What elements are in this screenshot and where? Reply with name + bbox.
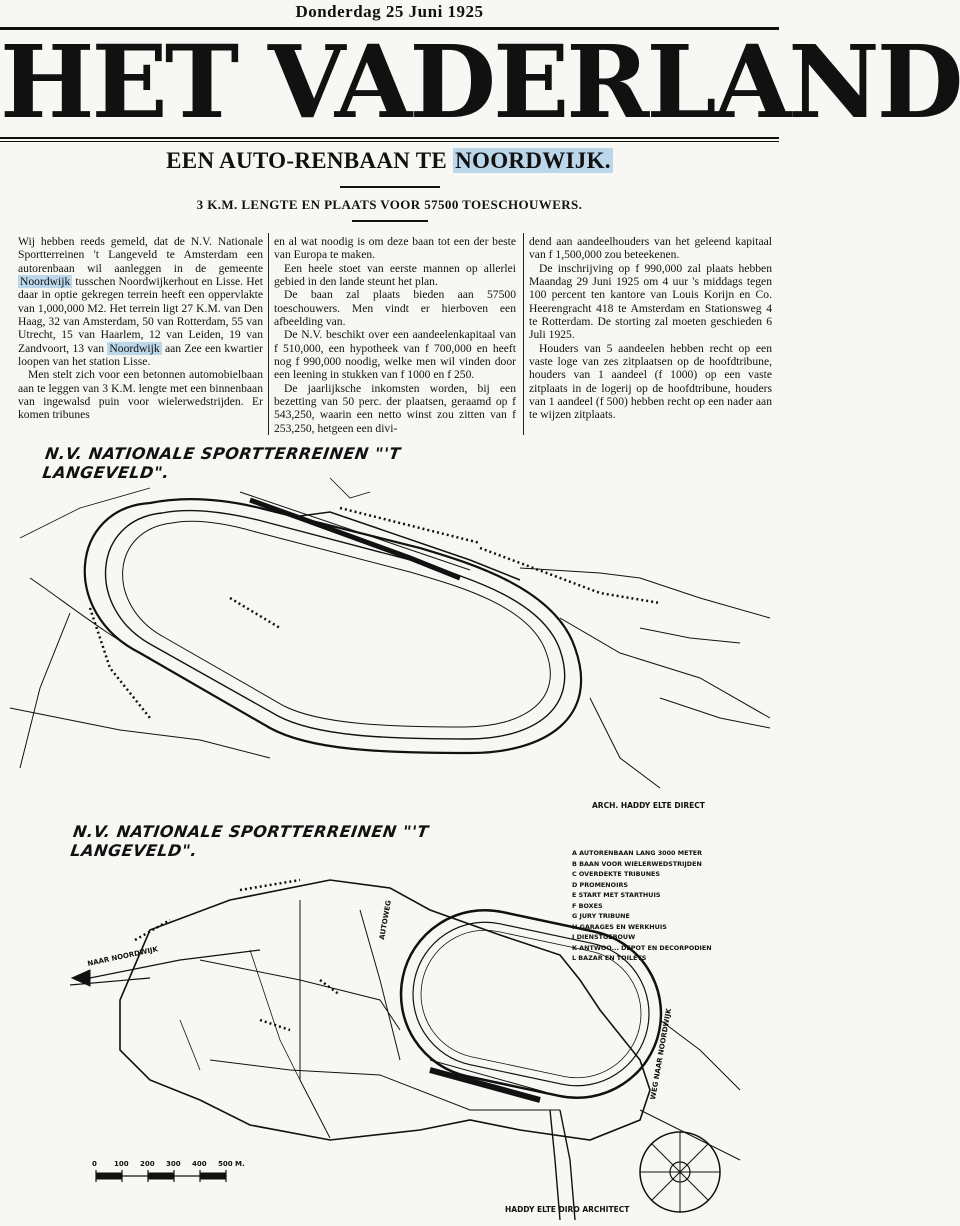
col1-paragraph-1 [18,235,263,368]
article-column-1 [18,235,263,422]
scale-label: 500 M. [218,1160,245,1168]
col2-paragraph-4: De N.V. beschikt over een aandeelenkapitaal van f 510,000, een hypotheek van f 700,000 en heeft nog f 990,000 noodig, welke men wil vinden door een leening in stukken van f 1000 en f 250. [274,328,516,382]
masthead [0,23,960,141]
masthead-title: HET VADERLAND [0,23,960,141]
col2-paragraph-5: De jaarlijksche inkomsten worden, bij een bezetting van 50 perc. der plaatsen, geraamd op f 543,250, waarin een netto winst zou zitten van f 253,250, hetgeen een divi- [274,381,516,435]
col3-paragraph-1: dend aan aandeelhouders van het geleend kapitaal van f 1,500,000 zou beteekenen. [529,235,772,262]
headline-divider [340,186,440,188]
legend-item: C OVERDEKTE TRIBUNES [572,870,661,878]
scale-label: 0 [92,1160,97,1168]
legend-item: H GARAGES EN WERKHUIS [572,922,667,931]
scale-label: 300 [166,1160,181,1168]
scale-label: 200 [140,1160,155,1168]
legend-item: I DIENSTGEBOUW [572,933,636,941]
legend-item: B BAAN VOOR WIELERWEDSTRIJDEN [572,859,702,868]
legend-item: K ANTWOO... DEPOT EN DECORPODIEN [572,943,712,952]
article-subhead: 3 K.M. LENGTE EN PLAATS VOOR 57500 TOESCHOUWERS. [196,197,583,212]
col2-paragraph-2: Een heele stoet van eerste mannen op allerlei gebied in den lande steunt het plan. [274,261,516,289]
road-label-noordwijk: NAAR NOORDWIJK [86,945,159,968]
col1-text-a: Wij hebben reeds gemeld, dat de N.V. Nationale Sportterreinen 't Langeveld te Amsterdam een autorenbaan wil aanleggen in de gemeente [18,235,263,275]
side-road-label: WEG NAAR NOORDWIJK [649,1007,674,1101]
figure1-credit: ARCH. HADDY ELTE DIRECT [592,801,705,810]
column-rule-1 [268,233,269,435]
col1-highlight-1: Noordwijk [20,275,71,289]
headline-highlight: NOORDWIJK. [455,148,611,173]
scale-label: 100 [114,1160,129,1168]
legend-item: E START MET STARTHUIS [572,891,661,899]
masthead-underline [0,141,779,142]
figure2-credit: HADDY ELTE DIRO ARCHITECT [505,1205,630,1214]
figure1-perspective-drawing [0,468,779,818]
article-column-2 [274,235,516,435]
col1-text-c: aan Zee een kwartier loopen van het station Lisse. [18,341,263,369]
scale-labels [92,1160,245,1168]
col1-paragraph-2: Men stelt zich voor een betonnen automobielbaan aan te leggen van 3 K.M. lengte met een binnenbaan van ingewalsd puin voor wielerwedstrijden. Er komen tribunes [18,368,263,422]
col3-paragraph-2: De inschrijving op f 990,000 zal plaats hebben Maandag 29 Juni 1925 om 4 uur 's middags tegen 100 percent ten kantore van Louis Korijn en Co. Heerengracht 418 te Amsterdam en Stationsweg 4 te Rotterdam. De storting zal moeten geschieden 6 Juli 1925. [529,261,772,342]
col2-paragraph-3: De baan zal plaats bieden aan 57500 toeschouwers. Men vindt er hierboven een afbeelding van. [274,288,516,329]
legend-item: G JURY TRIBUNE [572,912,630,920]
article-headline [0,148,779,174]
scale-label: 400 [192,1160,207,1168]
figure1-title: N.V. NATIONALE SPORTTERREINEN "'T LANGEVELD". [41,444,402,482]
column-rule-2 [523,233,524,435]
figure2-site-plan [0,860,779,1226]
issue-date: Donderdag 25 Juni 1925 [295,2,484,21]
col2-paragraph-1: en al wat noodig is om deze baan tot een der beste van Europa te maken. [274,235,516,262]
subhead-divider [352,220,428,222]
autoweg-label: AUTOWEG [378,899,393,941]
headline-text: EEN AUTO-RENBAAN TE [166,148,454,173]
figure2-title: N.V. NATIONALE SPORTTERREINEN "'T LANGEVELD". [69,822,430,860]
article-column-3 [529,235,772,422]
col1-highlight-2: Noordwijk [109,341,160,355]
col3-paragraph-3: Houders van 5 aandeelen hebben recht op een vaste loge van zes zitplaatsen op de hoofdtribune, houders van 1 aandeel (f 1000) op een vaste zitplaats in de logerij op de hoofdtribune, houders van 1 aandeel (f 500) hebben recht op een nader aan te wijzen zitplaats. [529,341,772,422]
legend-item: L BAZAR EN TOILETS [572,954,647,962]
legend-item: D PROMENOIRS [572,880,628,889]
col1-text-b: tusschen Noordwijkerhout en Lisse. Het daar in optie gekregen terrein heeft een oppervlakte van 1,000,000 M2. Het terrein ligt 27 K.M. van Den Haag, 32 van Amsterdam, 50 van Rotterdam, 55 van Utrecht, 15 van Haarlem, 12 van Leiden, 19 van Zandvoort, 13 van [18,275,263,355]
legend-item: A AUTORENBAAN LANG 3000 METER [572,849,703,857]
legend-item: F BOXES [572,901,603,910]
